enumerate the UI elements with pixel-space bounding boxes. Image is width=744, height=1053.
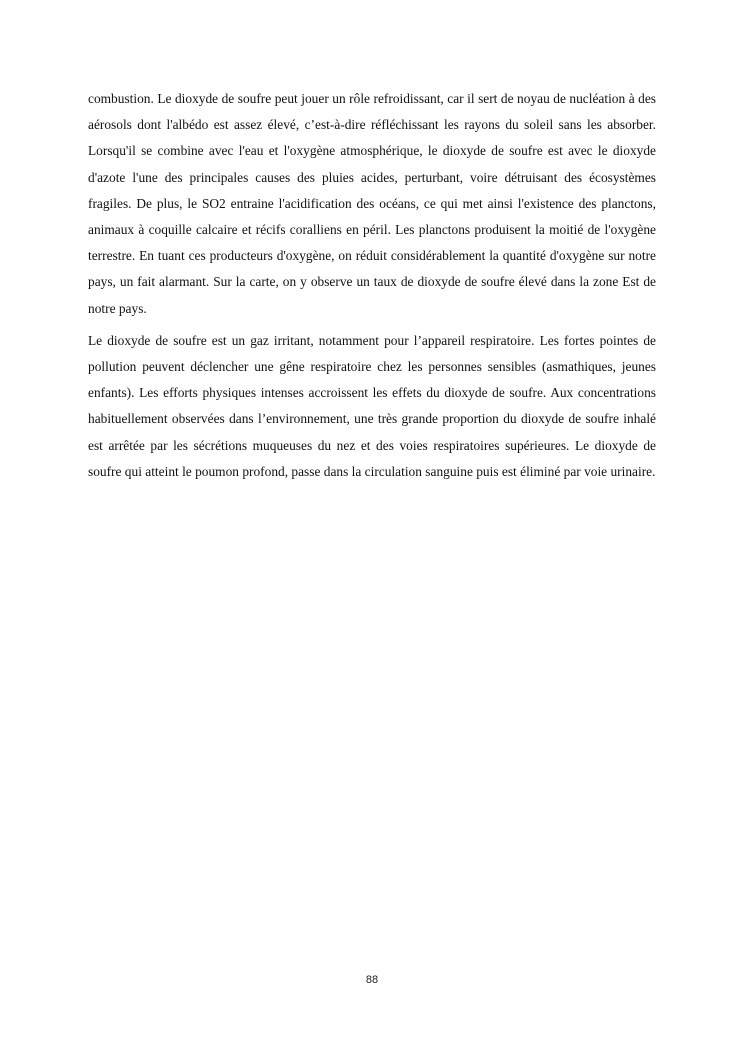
paragraph-health-effects: Le dioxyde de soufre est un gaz irritant, notamment pour l’appareil respiratoire. Les fortes pointes de pollution peuvent déclencher une gêne respiratoire chez les personnes sensibles (asmathiques, jeunes enfants). Les efforts physiques intenses accroissent les effets du dioxyde de soufre. Aux concentrations habituellement observées dans l’environnement, une très grande proportion du dioxyde de soufre inhalé est arrêtée par les sécrétions muqueuses du nez et des voies respiratoires supérieures. Le dioxyde de soufre qui atteint le poumon profond, passe dans la circulation sanguine puis est éliminé par voie urinaire. [88, 332, 656, 479]
page-number: 88 [365, 974, 379, 986]
body-text [88, 86, 656, 491]
paragraph-sulfur-dioxide-effects: combustion. Le dioxyde de soufre peut jouer un rôle refroidissant, car il sert de noyau de nucléation à des aérosols dont l'albédo est assez élevé, c’est-à-dire réfléchissant les rayons du soleil sans les absorber. Lorsqu'il se combine avec l'eau et l'oxygène atmosphérique, le dioxyde de soufre est avec le dioxyde d'azote l'une des principales causes des pluies acides, perturbant, voire détruisant des écosystèmes fragiles. De plus, le SO2 entraine l'acidification des océans, ce qui met ainsi l'existence des planctons, animaux à coquille calcaire et récifs coralliens en péril. Les planctons produisent la moitié de l'oxygène terrestre. En tuant ces producteurs d'oxygène, on réduit considérablement la quantité d'oxygène sur notre pays, un fait alarmant. Sur la carte, on y observe un taux de dioxyde de soufre élevé dans la zone Est de notre pays. [88, 91, 656, 316]
